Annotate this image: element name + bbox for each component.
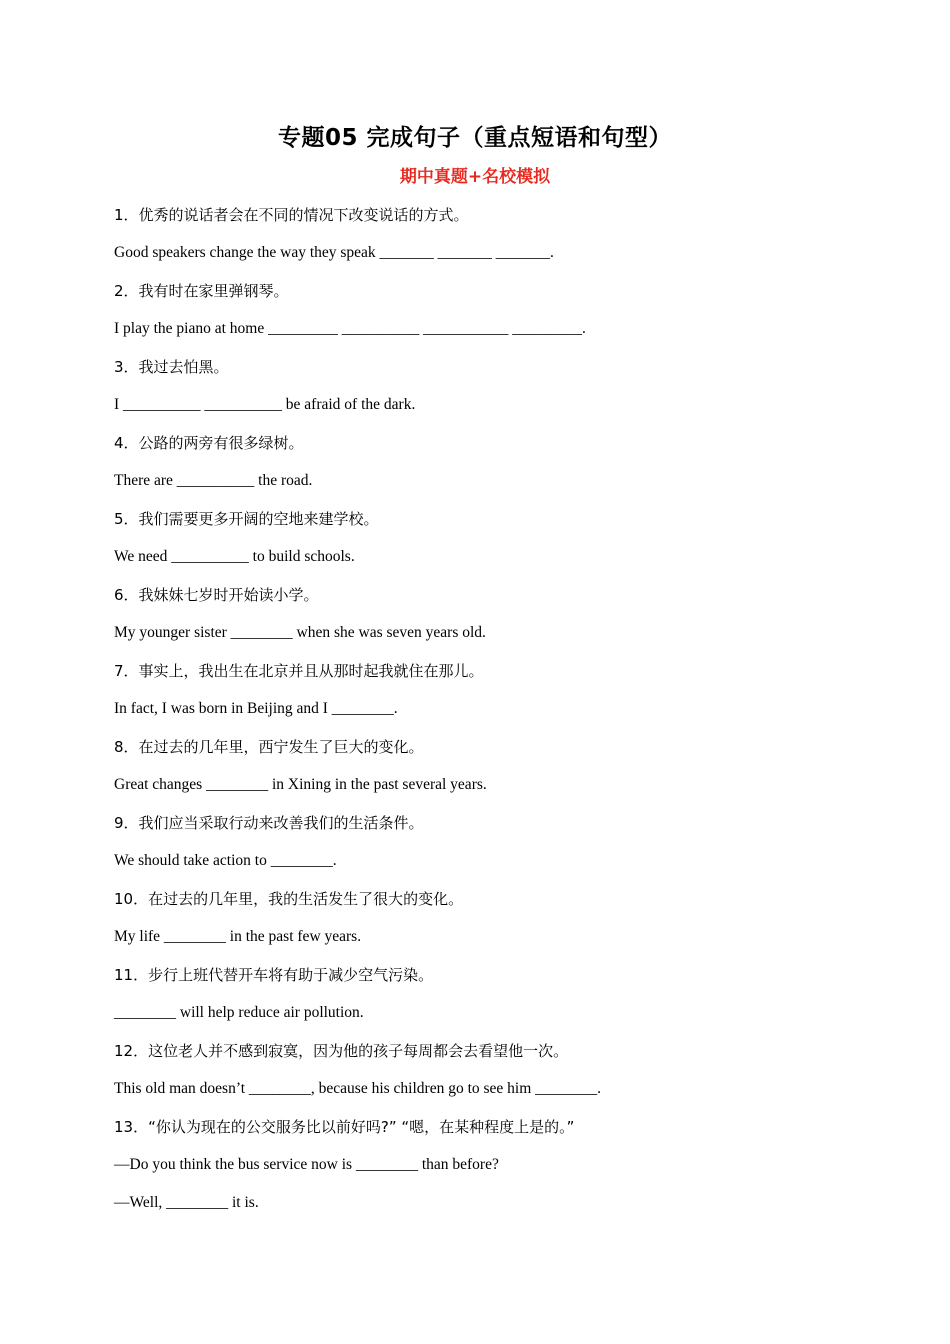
question-2-chinese: 2．我有时在家里弹钢琴。 [114, 282, 289, 300]
question-12-chinese: 12．这位老人并不感到寂寞，因为他的孩子每周都会去看望他一次。 [114, 1042, 569, 1060]
question-4-english: There are __________ the road. [114, 472, 313, 489]
question-list [114, 196, 854, 1222]
question-3-chinese: 3．我过去怕黑。 [114, 358, 229, 376]
question-2-english: I play the piano at home _________ __________ ___________ _________. [114, 320, 586, 337]
question-9-chinese: 9．我们应当采取行动来改善我们的生活条件。 [114, 814, 424, 832]
question-12-english: This old man doesn’t ________, because his children go to see him ________. [114, 1080, 602, 1097]
page-title: 专题05 完成句子（重点短语和句型） [277, 125, 672, 151]
question-13-chinese: 13．“你认为现在的公交服务比以前好吗?” “嗯，在某种程度上是的。” [114, 1118, 575, 1136]
question-10-chinese: 10．在过去的几年里，我的生活发生了很大的变化。 [114, 890, 464, 908]
question-4-chinese: 4．公路的两旁有很多绿树。 [114, 434, 304, 452]
question-6-english: My younger sister ________ when she was seven years old. [114, 624, 486, 641]
question-8-chinese: 8．在过去的几年里，西宁发生了巨大的变化。 [114, 738, 424, 756]
question-10-english: My life ________ in the past few years. [114, 928, 362, 945]
question-11-english: ________ will help reduce air pollution. [114, 1004, 364, 1021]
question-5-english: We need __________ to build schools. [114, 548, 355, 565]
question-7-english: In fact, I was born in Beijing and I ________. [114, 700, 398, 717]
question-13-english-question: —Do you think the bus service now is ________ than before? [114, 1156, 499, 1173]
question-1-english: Good speakers change the way they speak _______ _______ _______. [114, 244, 554, 261]
question-7-chinese: 7．事实上，我出生在北京并且从那时起我就住在那儿。 [114, 662, 484, 680]
question-11-chinese: 11．步行上班代替开车将有助于减少空气污染。 [114, 966, 434, 984]
question-13-english-answer: —Well, ________ it is. [114, 1194, 259, 1211]
question-5-chinese: 5．我们需要更多开阔的空地来建学校。 [114, 510, 379, 528]
question-3-english: I __________ __________ be afraid of the dark. [114, 396, 416, 413]
page-subtitle: 期中真题+名校模拟 [399, 167, 551, 187]
question-9-english: We should take action to ________. [114, 852, 337, 869]
question-1-chinese: 1．优秀的说话者会在不同的情况下改变说话的方式。 [114, 206, 469, 224]
question-6-chinese: 6．我妹妹七岁时开始读小学。 [114, 586, 319, 604]
question-8-english: Great changes ________ in Xining in the past several years. [114, 776, 487, 793]
